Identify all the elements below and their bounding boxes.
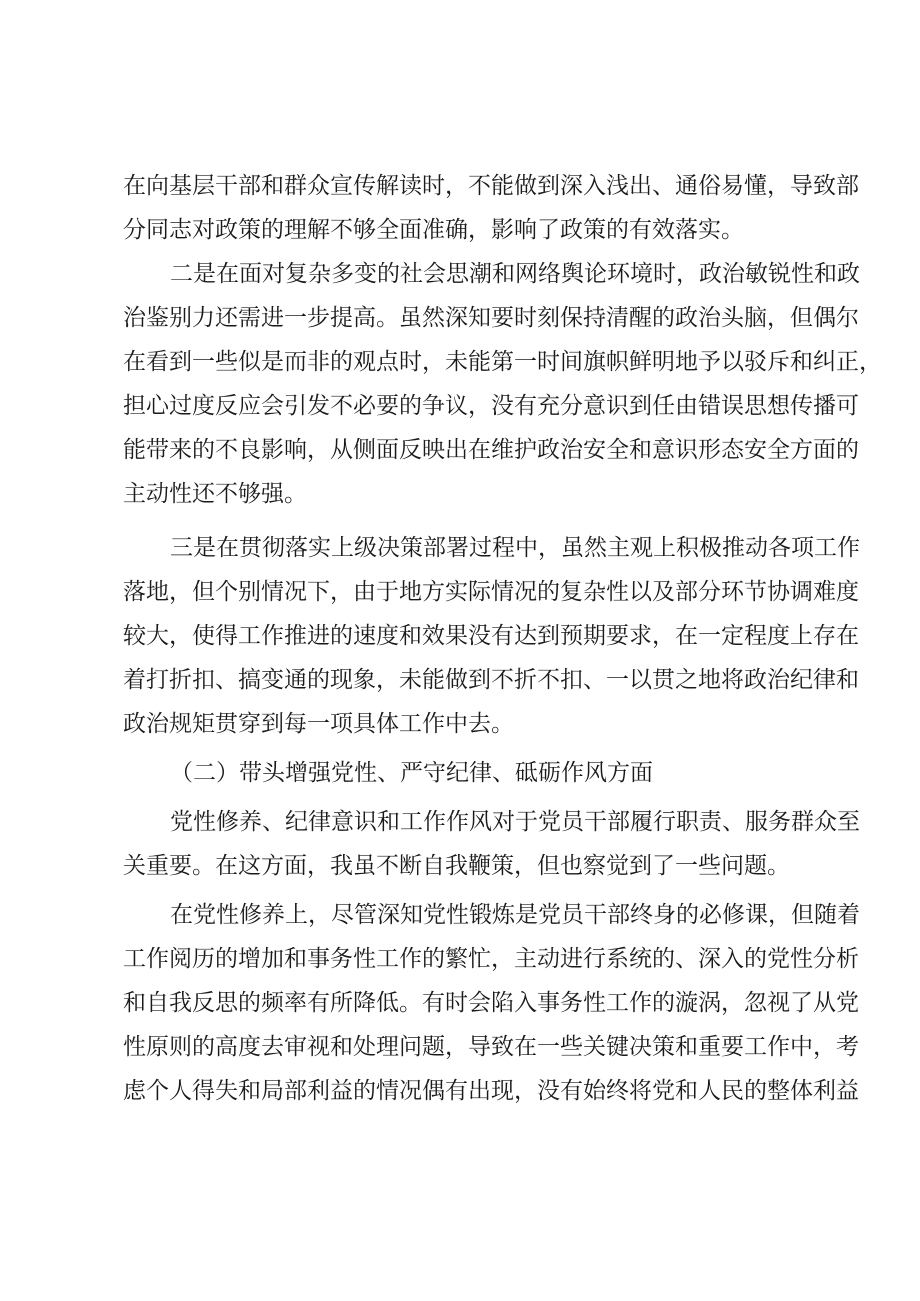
text-line: 工作阅历的增加和事务性工作的繁忙，主动进行系统的、深入的党性分析 [123,946,859,972]
text-line: 落地，但个别情况下，由于地方实际情况的复杂性以及部分环节协调难度 [123,579,859,605]
paragraph-first-line: 党性修养、纪律意识和工作作风对于党员干部履行职责、服务群众至 [170,809,860,835]
text-line: 主动性还不够强。 [123,481,307,507]
text-line: 着打折扣、搞变通的现象，未能做到不折不扣、一以贯之地将政治纪律和 [123,667,859,693]
text-line: 在向基层干部和群众宣传解读时，不能做到深入浅出、通俗易懂，导致部 [123,173,859,199]
text-line: 担心过度反应会引发不必要的争议，没有充分意识到任由错误思想传播可 [123,393,859,419]
paragraph-first-line: 三是在贯彻落实上级决策部署过程中，虽然主观上积极推动各项工作 [170,535,860,561]
text-line: 较大，使得工作推进的速度和效果没有达到预期要求，在一定程度上存在 [123,623,859,649]
text-line: 性原则的高度去审视和处理问题，导致在一些关键决策和重要工作中，考 [123,1034,859,1060]
text-line: 在看到一些似是而非的观点时，未能第一时间旗帜鲜明地予以驳斥和纠正， [123,349,882,375]
text-line: 和自我反思的频率有所降低。有时会陷入事务性工作的漩涡，忽视了从党 [123,990,859,1016]
text-line: 治鉴别力还需进一步提高。虽然深知要时刻保持清醒的政治头脑，但偶尔 [123,305,859,331]
section-heading: （二）带头增强党性、严守纪律、砥砺作风方面 [170,760,653,786]
text-line: 分同志对政策的理解不够全面准确，影响了政策的有效落实。 [123,217,744,243]
paragraph-first-line: 二是在面对复杂多变的社会思潮和网络舆论环境时，政治敏锐性和政 [170,261,860,287]
text-line: 虑个人得失和局部利益的情况偶有出现，没有始终将党和人民的整体利益 [123,1078,859,1104]
text-line: 关重要。在这方面，我虽不断自我鞭策，但也察觉到了一些问题。 [123,853,790,879]
text-line: 能带来的不良影响，从侧面反映出在维护政治安全和意识形态安全方面的 [123,437,859,463]
text-line: 政治规矩贯穿到每一项具体工作中去。 [123,711,514,737]
paragraph-first-line: 在党性修养上，尽管深知党性锻炼是党员干部终身的必修课，但随着 [170,902,860,928]
